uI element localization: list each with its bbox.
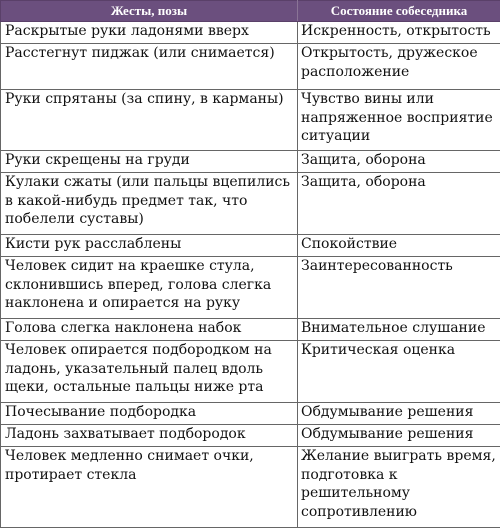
- state-cell: Внимательное слушание: [298, 319, 500, 341]
- gesture-cell: Руки спрятаны (за спину, в карманы): [1, 90, 298, 151]
- table-row: [1, 151, 500, 173]
- state-cell: Защита, оборона: [298, 151, 500, 173]
- state-cell: Обдумывание решения: [298, 425, 500, 447]
- table-row: [1, 341, 500, 403]
- table-row: [1, 90, 500, 151]
- gesture-cell: Раскрытые руки ладонями вверх: [1, 22, 298, 44]
- table-row: [1, 319, 500, 341]
- state-cell: Искренность, открытость: [298, 22, 500, 44]
- state-cell: Заинтересованность: [298, 257, 500, 319]
- table-row: [1, 173, 500, 235]
- gesture-cell: Человек опирается подбородком на ладонь, указательный палец вдоль щеки, остальные пальцы ниже рта: [1, 341, 298, 403]
- column-header-state: Состояние собеседника: [298, 1, 500, 22]
- gesture-cell: Ладонь захватывает подбородок: [1, 425, 298, 447]
- table-row: [1, 403, 500, 425]
- state-cell: Желание выиграть время, подготовка к решительному сопротивлению: [298, 447, 500, 528]
- header-row: [1, 1, 500, 22]
- column-header-gesture: Жесты, позы: [1, 1, 298, 22]
- table-row: [1, 22, 500, 44]
- table-row: [1, 235, 500, 257]
- gesture-cell: Кулаки сжаты (или пальцы вцепились в какой-нибудь предмет так, что побелели суставы): [1, 173, 298, 235]
- gesture-cell: Руки скрещены на груди: [1, 151, 298, 173]
- gesture-cell: Голова слегка наклонена набок: [1, 319, 298, 341]
- table-row: [1, 257, 500, 319]
- table-row: [1, 425, 500, 447]
- gesture-cell: Почесывание подбородка: [1, 403, 298, 425]
- gesture-cell: Расстегнут пиджак (или снимается): [1, 44, 298, 90]
- state-cell: Обдумывание решения: [298, 403, 500, 425]
- table-row: [1, 44, 500, 90]
- state-cell: Открытость, дружеское расположение: [298, 44, 500, 90]
- gesture-cell: Человек сидит на краешке стула, склонившись вперед, голова слегка наклонена и опирается на руку: [1, 257, 298, 319]
- state-cell: Чувство вины или напряженное восприятие ситуации: [298, 90, 500, 151]
- state-cell: Спокойствие: [298, 235, 500, 257]
- state-cell: Критическая оценка: [298, 341, 500, 403]
- gesture-cell: Человек медленно снимает очки, протирает стекла: [1, 447, 298, 528]
- gesture-cell: Кисти рук расслаблены: [1, 235, 298, 257]
- table-row: [1, 447, 500, 528]
- state-cell: Защита, оборона: [298, 173, 500, 235]
